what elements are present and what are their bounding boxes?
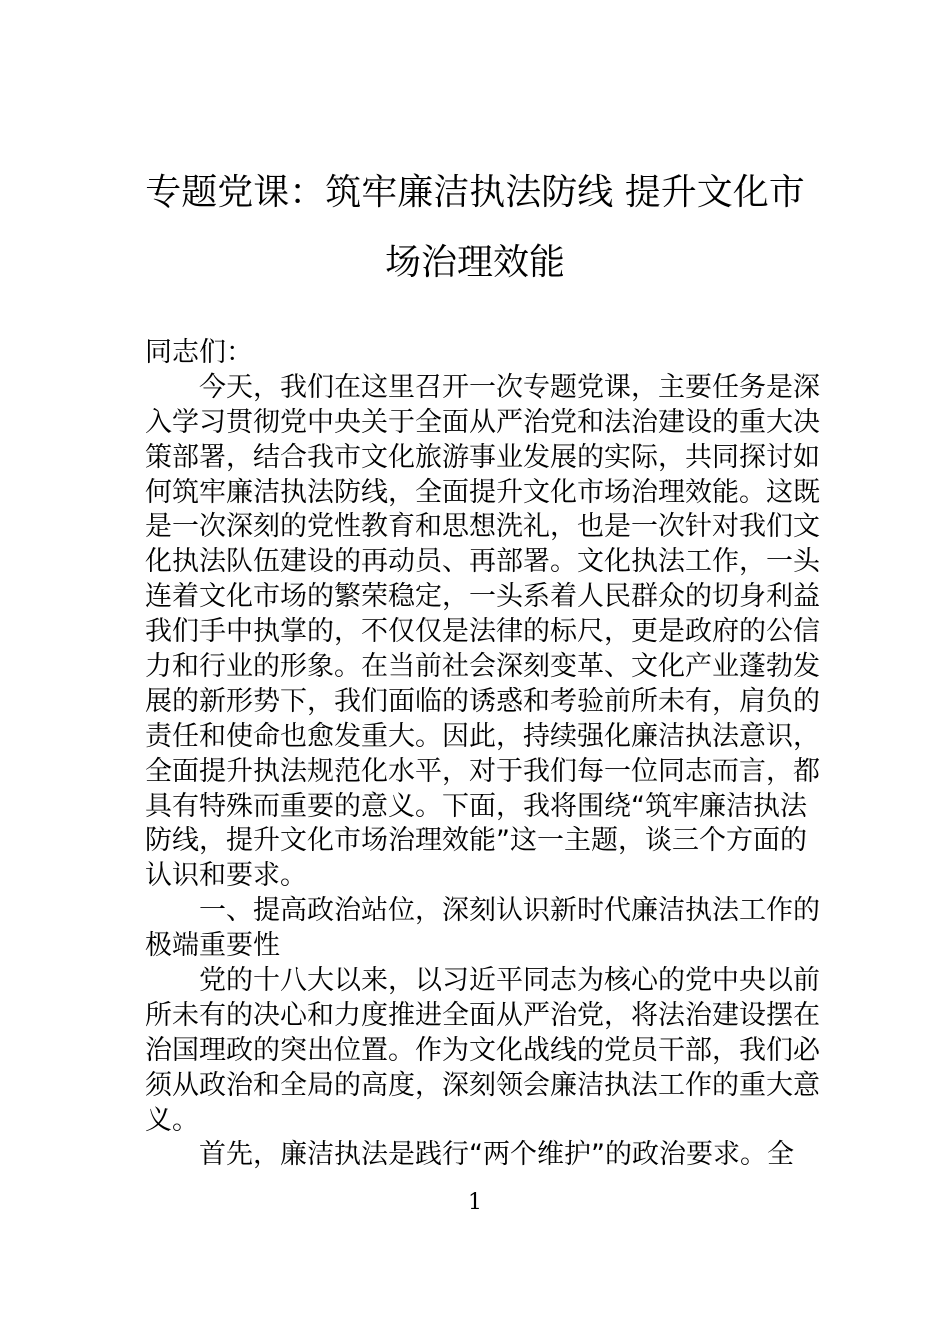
body-line: 全面提升执法规范化水平，对于我们每一位同志而言，都 [145, 755, 820, 787]
body-line: 具有特殊而重要的意义。下面，我将围绕“筑牢廉洁执法 [145, 790, 807, 822]
body-line: 展的新形势下，我们面临的诱惑和考验前所未有，肩负的 [145, 685, 820, 717]
body-line: 党的十八大以来，以习近平同志为核心的党中央以前 [199, 965, 820, 997]
body-line: 力和行业的形象。在当前社会深刻变革、文化产业蓬勃发 [145, 651, 820, 683]
body-line: 化执法队伍建设的再动员、再部署。文化执法工作，一头 [145, 546, 820, 578]
document-title [130, 158, 820, 298]
body-line: 何筑牢廉洁执法防线，全面提升文化市场治理效能。这既 [145, 476, 820, 508]
body-line: 义。 [145, 1104, 199, 1136]
document-body [145, 336, 820, 1173]
body-line: 所未有的决心和力度推进全面从严治党，将法治建设摆在 [145, 999, 820, 1031]
title-line-1: 专题党课：筑牢廉洁执法防线 提升文化市 [145, 172, 805, 213]
body-line: 极端重要性 [145, 930, 280, 962]
title-line-2: 场治理效能 [384, 242, 565, 283]
body-line: 同志们： [145, 337, 253, 368]
body-line: 策部署，结合我市文化旅游事业发展的实际，共同探讨如 [145, 441, 820, 473]
body-line: 须从政治和全局的高度，深刻领会廉洁执法工作的重大意 [145, 1069, 820, 1101]
body-line: 连着文化市场的繁荣稳定，一头系着人民群众的切身利益 [145, 581, 820, 613]
body-line: 我们手中执掌的，不仅仅是法律的标尺，更是政府的公信 [145, 616, 820, 648]
body-line: 认识和要求。 [145, 860, 307, 892]
body-line: 治国理政的突出位置。作为文化战线的党员干部，我们必 [145, 1034, 820, 1066]
body-line: 首先，廉洁执法是践行“两个维护”的政治要求。全 [199, 1139, 794, 1171]
body-line: 入学习贯彻党中央关于全面从严治党和法治建设的重大决 [145, 406, 820, 438]
body-line: 责任和使命也愈发重大。因此，持续强化廉洁执法意识， [145, 720, 820, 752]
body-line: 防线，提升文化市场治理效能”这一主题，谈三个方面的 [145, 825, 807, 857]
body-line: 一、提高政治站位，深刻认识新时代廉洁执法工作的 [199, 895, 820, 927]
body-line: 是一次深刻的党性教育和思想洗礼，也是一次针对我们文 [145, 511, 820, 543]
page-number: 1 [468, 1190, 482, 1215]
body-line: 今天，我们在这里召开一次专题党课，主要任务是深 [199, 371, 820, 403]
